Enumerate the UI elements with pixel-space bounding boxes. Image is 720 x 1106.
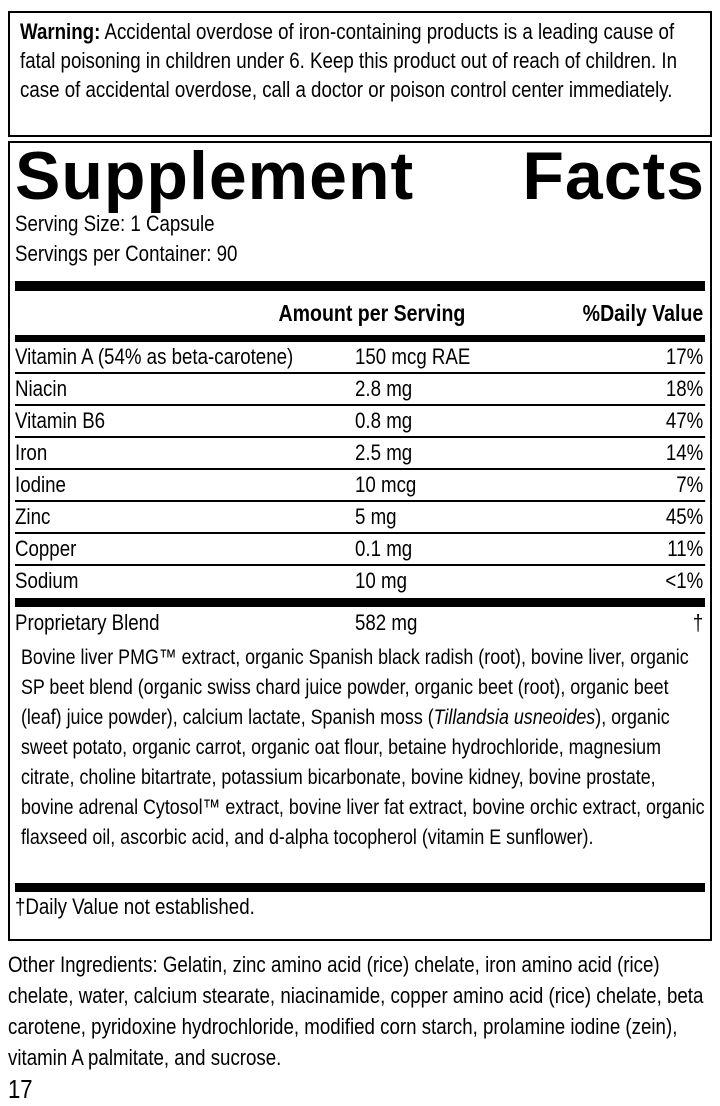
proprietary-blend-name: Proprietary Blend — [15, 610, 160, 635]
nutrient-daily-value: <1% — [665, 568, 704, 593]
daily-value-header: %Daily Value — [582, 300, 704, 326]
supplement-facts-panel — [8, 141, 712, 941]
blend-latin-name: Tillandsia usneoides — [433, 706, 596, 729]
thick-divider-bar — [15, 281, 705, 291]
nutrient-name: Vitamin A (54% as beta-carotene) — [15, 344, 294, 369]
nutrient-daily-value: 17% — [665, 344, 704, 369]
nutrient-name: Zinc — [15, 504, 51, 529]
proprietary-blend-dagger: † — [692, 610, 704, 635]
nutrient-amount: 10 mcg — [355, 472, 417, 497]
nutrient-daily-value: 11% — [667, 536, 704, 561]
header-divider-bar — [15, 335, 705, 342]
table-row-vitamin-a — [15, 342, 705, 374]
nutrient-name: Niacin — [15, 376, 67, 401]
nutrient-name: Iodine — [15, 472, 66, 497]
page-number: 17 — [8, 1074, 33, 1104]
table-row-proprietary-blend — [15, 607, 705, 639]
nutrient-daily-value: 14% — [665, 440, 704, 465]
proprietary-blend-amount: 582 mg — [355, 610, 418, 635]
table-header-row — [15, 291, 705, 335]
supplement-facts-title: Supplement Facts — [15, 141, 705, 214]
nutrient-amount: 150 mcg RAE — [355, 344, 471, 369]
servings-per-container-line: Servings per Container: 90 — [15, 241, 238, 266]
table-row-niacin — [15, 374, 705, 406]
warning-box — [8, 11, 712, 137]
table-row-zinc — [15, 502, 705, 534]
proprietary-blend-description — [15, 643, 705, 883]
table-row-sodium — [15, 566, 705, 598]
table-row-copper — [15, 534, 705, 566]
nutrient-name: Sodium — [15, 568, 79, 593]
nutrient-daily-value: 7% — [676, 472, 704, 497]
other-ingredients-paragraph: Other Ingredients: Gelatin, zinc amino acid (rice) chelate, iron amino acid (rice) chelate, water, calcium stearate, niacinamide, copper amino acid (rice) chelate, beta carotene, pyridoxine hydrochloride, modified corn starch, prolamine iodine (zein), vitamin A palmitate, and sucrose. — [8, 952, 704, 1070]
warning-label: Warning: — [20, 19, 101, 44]
table-row-vitamin-b6 — [15, 406, 705, 438]
warning-paragraph — [20, 17, 700, 104]
table-row-iron — [15, 438, 705, 470]
nutrient-daily-value: 45% — [665, 504, 704, 529]
daily-value-footnote: †Daily Value not established. — [15, 894, 255, 919]
nutrient-amount: 2.8 mg — [355, 376, 413, 401]
nutrient-daily-value: 47% — [665, 408, 704, 433]
nutrient-amount: 0.1 mg — [355, 536, 413, 561]
amount-per-serving-header: Amount per Serving — [278, 300, 466, 326]
nutrient-amount: 5 mg — [355, 504, 397, 529]
nutrient-name: Copper — [15, 536, 77, 561]
nutrient-amount: 2.5 mg — [355, 440, 413, 465]
table-row-iodine — [15, 470, 705, 502]
nutrient-name: Iron — [15, 440, 48, 465]
blend-text-part1: Bovine liver PMG™ extract, organic Spanish black radish (root), bovine liver, organic SP beet blend (organic swiss chard juice powder, organic beet (root), organic beet (leaf) juice powder), calcium lactate, Spanish moss ( — [20, 646, 689, 729]
thick-divider-bar — [15, 598, 705, 607]
nutrient-name: Vitamin B6 — [15, 408, 106, 433]
thick-divider-bar — [15, 883, 705, 892]
nutrient-amount: 10 mg — [355, 568, 407, 593]
blend-text-part2: ), organic sweet potato, organic carrot, organic oat flour, betaine hydrochloride, magnesium citrate, choline bitartrate, potassium bicarbonate, bovine kidney, bovine prostate, bovine adrenal Cytosol™ extract, bovine liver fat extract, bovine orchic extract, organic flaxseed oil, ascorbic acid, and d-alpha tocopherol (vitamin E sunflower). — [20, 706, 705, 849]
warning-body-text: Accidental overdose of iron-containing products is a leading cause of fatal poisoning in children under 6. Keep this product out of reach of children. In case of accidental overdose, call a doctor or poison control center immediately. — [20, 19, 677, 102]
serving-size-line: Serving Size: 1 Capsule — [15, 211, 215, 236]
nutrient-amount: 0.8 mg — [355, 408, 413, 433]
nutrient-daily-value: 18% — [665, 376, 704, 401]
